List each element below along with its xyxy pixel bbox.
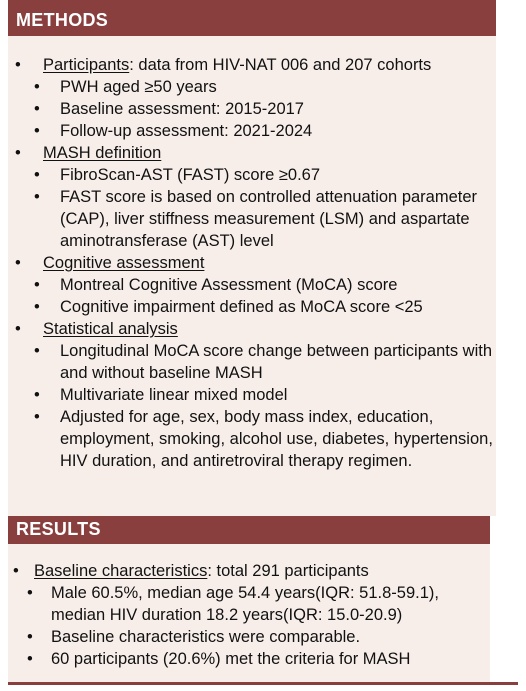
bullet-icon: • <box>13 562 19 580</box>
bullet-icon: • <box>34 342 40 360</box>
methods-subitem-text: Adjusted for age, sex, body mass index, education, employment, smoking, alcohol use, diabetes, hypertension, HIV duration, and antiretroviral therapy regimen. <box>60 408 493 470</box>
bullet-icon: • <box>34 166 40 184</box>
results-subitem <box>8 582 490 626</box>
results-subitem <box>8 648 490 670</box>
results-subitem-text: 60 participants (20.6%) met the criteria for MASH <box>51 650 411 668</box>
bullet-icon: • <box>27 650 33 668</box>
methods-subitem <box>8 186 496 252</box>
results-item-baseline <box>8 560 490 582</box>
methods-subitem-text: Multivariate linear mixed model <box>60 386 288 404</box>
bullet-icon: • <box>15 56 21 74</box>
methods-subitem <box>8 120 496 142</box>
bullet-icon: • <box>15 320 21 338</box>
methods-heading: Participants <box>43 56 130 74</box>
methods-subitem-text: Follow-up assessment: 2021-2024 <box>60 122 313 140</box>
methods-subitem-text: FibroScan-AST (FAST) score ≥0.67 <box>60 166 321 184</box>
methods-item-statistical-analysis <box>8 318 496 340</box>
methods-heading: Cognitive assessment <box>43 254 205 272</box>
methods-item-participants <box>8 54 496 76</box>
bullet-icon: • <box>27 584 33 602</box>
methods-heading: Statistical analysis <box>43 320 178 338</box>
bullet-icon: • <box>15 254 21 272</box>
bullet-icon: • <box>34 276 40 294</box>
methods-item-mash-definition <box>8 142 496 164</box>
bullet-icon: • <box>34 78 40 96</box>
methods-subitem-text: PWH aged ≥50 years <box>60 78 217 96</box>
results-subitem-text: Baseline characteristics were comparable. <box>51 628 361 646</box>
results-header: RESULTS <box>8 516 490 544</box>
methods-subitem-text: Montreal Cognitive Assessment (MoCA) score <box>60 276 398 294</box>
bullet-icon: • <box>15 144 21 162</box>
methods-content <box>8 54 496 472</box>
methods-subitem <box>8 340 496 384</box>
methods-subitem <box>8 274 496 296</box>
bullet-icon: • <box>34 386 40 404</box>
bullet-icon: • <box>34 298 40 316</box>
bullet-icon: • <box>27 628 33 646</box>
results-panel <box>8 516 490 682</box>
methods-header: METHODS <box>8 0 496 36</box>
methods-item-cognitive-assessment <box>8 252 496 274</box>
methods-panel <box>8 0 496 516</box>
results-content <box>8 560 490 670</box>
methods-subitem-text: Longitudinal MoCA score change between participants with and without baseline MASH <box>60 342 493 382</box>
methods-subitem <box>8 98 496 120</box>
bottom-divider <box>8 682 518 685</box>
results-subitem <box>8 626 490 648</box>
methods-subitem <box>8 76 496 98</box>
bullet-icon: • <box>34 408 40 426</box>
bullet-icon: • <box>34 188 40 206</box>
methods-subitem <box>8 406 496 472</box>
methods-subitem-text: Cognitive impairment defined as MoCA score <25 <box>60 298 423 316</box>
results-heading-suffix: : total 291 participants <box>207 562 369 580</box>
methods-heading-suffix: : data from HIV-NAT 006 and 207 cohorts <box>129 56 432 74</box>
results-heading: Baseline characteristics <box>34 562 208 580</box>
methods-subitem-text: FAST score is based on controlled attenuation parameter (CAP), liver stiffness measurement (LSM) and aspartate aminotransferase (AST) level <box>60 188 478 250</box>
bullet-icon: • <box>34 100 40 118</box>
bullet-icon: • <box>34 122 40 140</box>
results-subitem-text: Male 60.5%, median age 54.4 years(IQR: 51.8-59.1), median HIV duration 18.2 years(IQR: 15.0-20.9) <box>51 584 439 624</box>
methods-subitem <box>8 296 496 318</box>
methods-subitem-text: Baseline assessment: 2015-2017 <box>60 100 304 118</box>
methods-heading: MASH definition <box>43 144 162 162</box>
methods-subitem <box>8 164 496 186</box>
methods-subitem <box>8 384 496 406</box>
